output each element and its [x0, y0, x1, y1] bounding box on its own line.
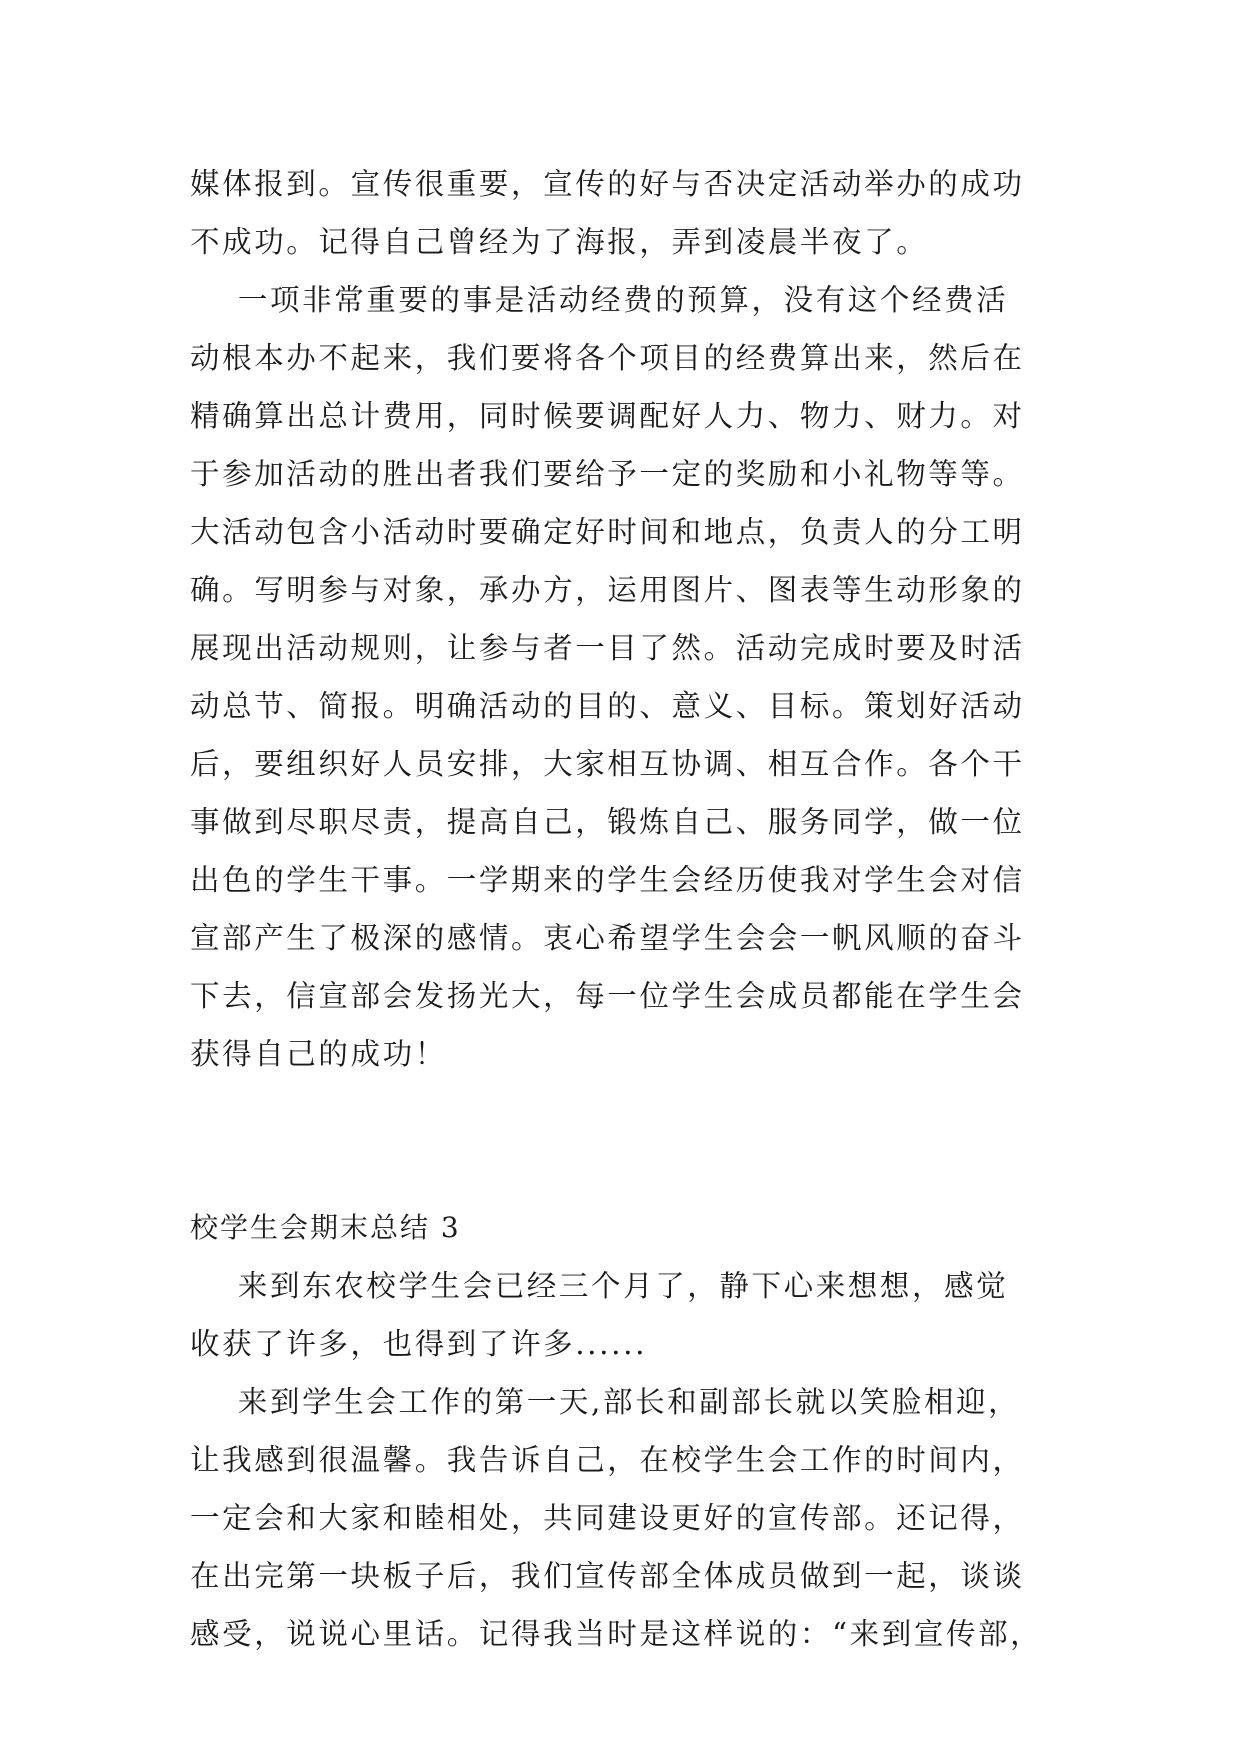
paragraph-three-months: 来到东农校学生会已经三个月了，静下心来想想，感觉 收获了许多，也得到了许多......: [190, 1269, 1009, 1361]
paragraph-activity-budget: 一项非常重要的事是活动经费的预算，没有这个经费活 动根本办不起来，我们要将各个项目的经费算出来，然后在 精确算出总计费用，同时候要调配好人力、物力、财力。对 于参加活动的胜出者我们要给予一定的奖励和小礼物等等。 大活动包含小活动时要确定好时间和地点，负责人的分工明 确。写明参与对象，承办方，运用图片、图表等生动形象的 展现出活动规则，让参与者一目了然。活动完成时要及时活 动总节、简报。明确活动的目的、意义、目标。策划好活动 后，要组织好人员安排，大家相互协调、相互合作。各个干 事做到尽职尽责，提高自己，锻炼自己、服务同学，做一位 出色的学生干事。一学期来的学生会经历使我对学生会对信 宣部产生了极深的感情。衷心希望学生会会一帆风顺的奋斗 下去，信宣部会发扬光大，每一位学生会成员都能在学生会 获得自己的成功！: [190, 283, 1025, 1071]
paragraph-media-report: 媒体报到。宣传很重要，宣传的好与否决定活动举办的成功 不成功。记得自己曾经为了海报，弄到凌晨半夜了。: [190, 167, 1025, 259]
section-heading: 校学生会期末总结 3: [190, 1211, 461, 1244]
paragraph-first-day: 来到学生会工作的第一天,部长和副部长就以笑脸相迎， 让我感到很温馨。我告诉自己，在校学生会工作的时间内， 一定会和大家和睦相处，共同建设更好的宣传部。还记得， 在出完第一块板子后，我们宣传部全体成员做到一起，谈谈 感受，说说心里话。记得我当时是这样说的：“来到宣传部，: [190, 1385, 1043, 1651]
